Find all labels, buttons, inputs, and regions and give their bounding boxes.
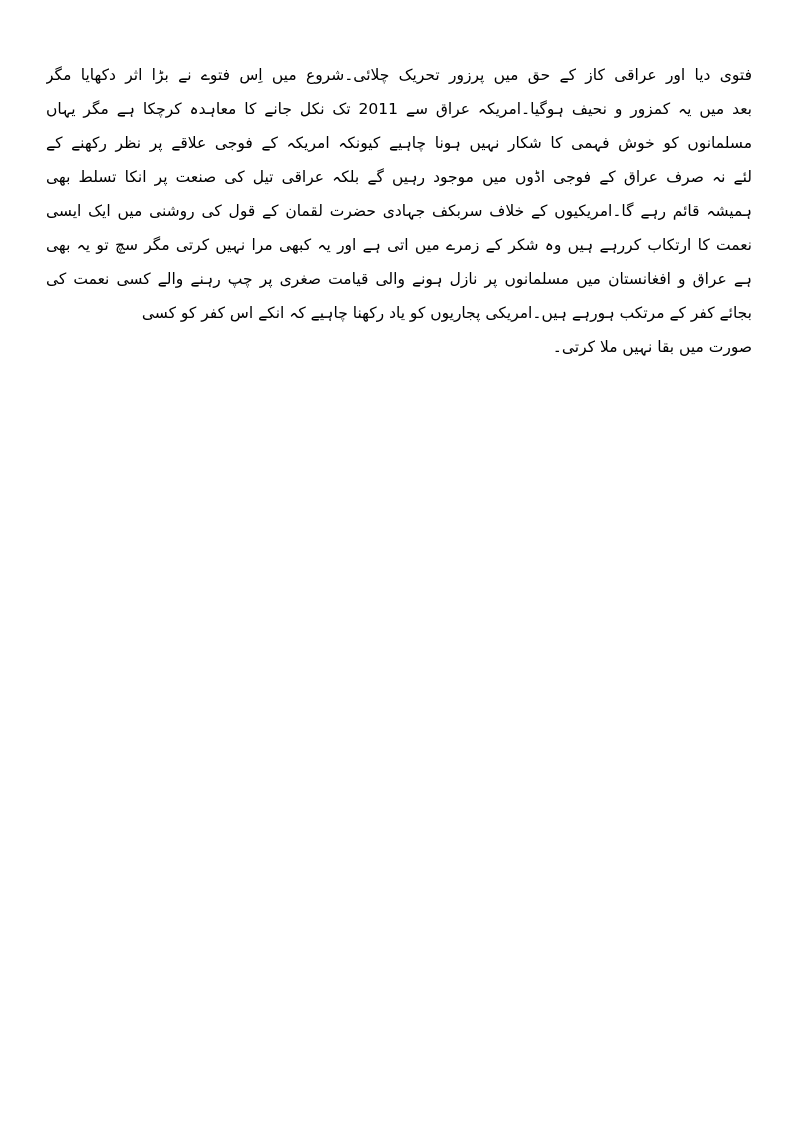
- paragraph-line: ہے عراق و افغانستان میں مسلمانوں پر نازل ہونے والی قیامت صغری پر چپ رہنے والے کسی نعمت کی: [46, 270, 752, 288]
- paragraph-line: مسلمانوں کو خوش فہمی کا شکار نہیں ہونا چاہیے کیونکہ امریکہ کے فوجی علاقے پر نظر رکھنے کے: [46, 134, 752, 152]
- paragraph-line: بجائے کفر کے مرتکب ہورہے ہیں۔امریکی پجاریوں کو یاد رکھنا چاہیے کہ انکے اس کفر کو کسی: [141, 304, 752, 322]
- paragraph-line: فتوی دیا اور عراقی کاز کے حق میں پرزور تحریک چلائی۔شروع میں اِس فتوے نے بڑا اثر دکھایا مگر: [46, 66, 752, 84]
- urdu-paragraph: [46, 58, 752, 364]
- paragraph-line: لئے نہ صرف عراق کے فوجی اڈوں میں موجود رہیں گے بلکہ عراقی تیل کی صنعت پر انکا تسلط بھی: [46, 168, 752, 186]
- paragraph-line: صورت میں بقا نہیں ملا کرتی۔: [552, 338, 752, 356]
- paragraph-line: بعد میں یہ کمزور و نحیف ہوگیا۔امریکہ عراق سے 2011 تک نکل جانے کا معاہدہ کرچکا ہے مگر یہاں: [46, 100, 752, 118]
- paragraph-line: نعمت کا ارتکاب کررہے ہیں وہ شکر کے زمرے میں اتی ہے اور یہ کبھی مرا نہیں کرتی مگر سچ تو یہ بھی: [46, 236, 752, 254]
- paragraph-line: ہمیشہ قائم رہے گا۔امریکیوں کے خلاف سربکف جہادی حضرت لقمان کے قول کی روشنی میں ایک ایسی: [46, 202, 752, 220]
